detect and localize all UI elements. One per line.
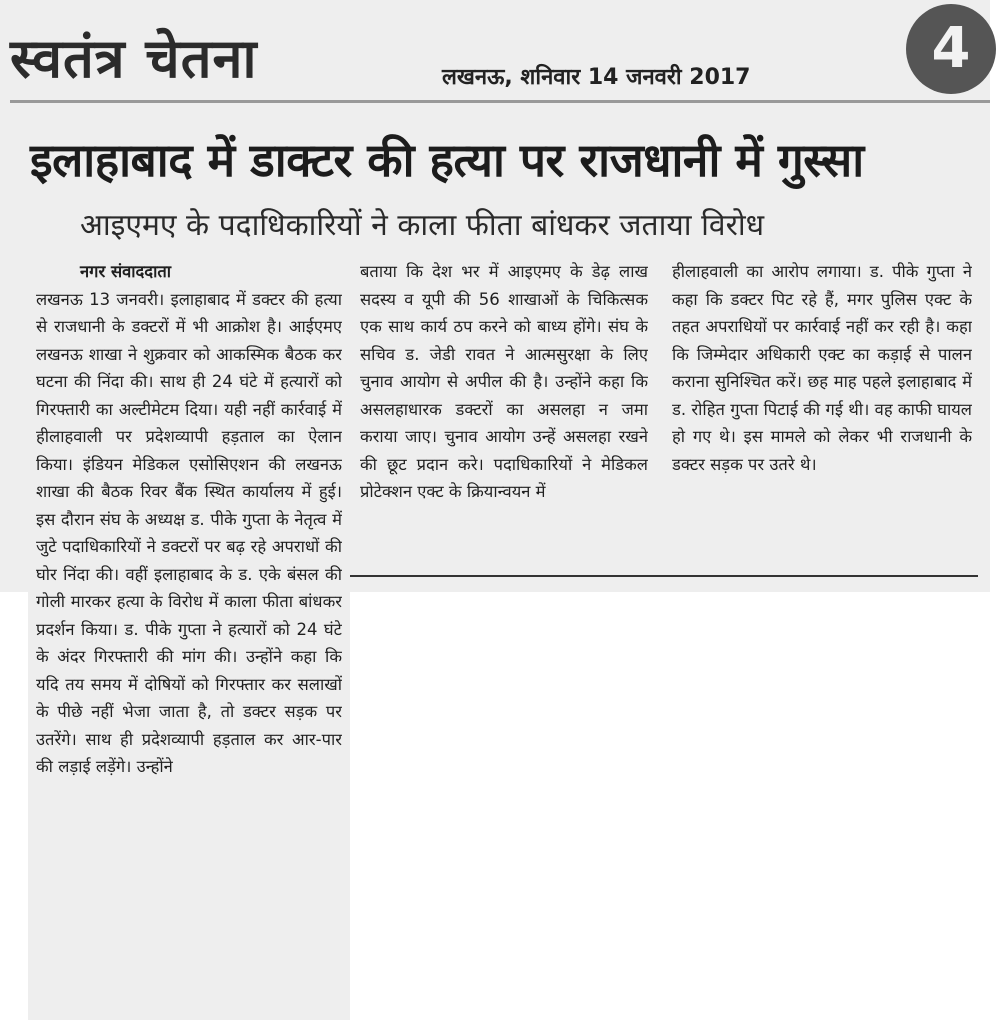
masthead-divider (10, 100, 990, 103)
byline: नगर संवाददाता (80, 262, 172, 281)
article-column-2 (360, 258, 648, 572)
column-2-text: बताया कि देश भर में आइएमए के डेढ़ लाख सदस्य व यूपी की 56 शाखाओं के चिकित्सक एक साथ कार्य ठप करने को बाध्य होंगे। संघ के सचिव ड. जेडी रावत ने आत्मसुरक्षा के लिए चुनाव आयोग से अपील की है। उन्होंने कहा कि असलहाधारक डक्टरों का असलहा न जमा कराया जाए। चुनाव आयोग उन्हें असलहा रखने की छूट प्रदान करे। पदाधिकारियों ने मेडिकल प्रोटेक्शन एक्ट के क्रियान्वयन में (360, 262, 648, 501)
article-column-3 (672, 258, 972, 572)
article-bottom-rule (350, 575, 978, 577)
article-subheadline: आइएमए के पदाधिकारियों ने काला फीता बांधकर जताया विरोध (80, 208, 765, 243)
column-3-text: हीलाहवाली का आरोप लगाया। ड. पीके गुप्ता ने कहा कि डक्टर पिट रहे हैं, मगर पुलिस एक्ट के तहत अपराधियों पर कार्रवाई नहीं कर रही है। कहा कि जिम्मेदार अधिकारी एक्ट का कड़ाई से पालन कराना सुनिश्चित करें। छह माह पहले इलाहाबाद में ड. रोहित गुप्ता पिटाई की गई थी। वह काफी घायल हो गए थे। इस मामले को लेकर भी राजधानी के डक्टर सड़क पर उतरे थे। (672, 262, 972, 474)
column-1-text: लखनऊ 13 जनवरी। इलाहाबाद में डक्टर की हत्या से राजधानी के डक्टरों में भी आक्रोश है। आईएमए लखनऊ शाखा ने शुक्रवार को आकस्मिक बैठक कर घटना की निंदा की। साथ ही 24 घंटे में हत्यारों को गिरफ्तारी का अल्टीमेटम दिया। यही नहीं कार्रवाई में हीलाहवाली पर प्रदेशव्यापी हड़ताल का ऐलान किया। इंडियन मेडिकल एसोसिएशन की लखनऊ शाखा की बैठक रिवर बैंक स्थित कार्यालय में हुई। इस दौरान संघ के अध्यक्ष ड. पीके गुप्ता के नेतृत्व में जुटे पदाधिकारियों ने डक्टरों पर बढ़ रहे अपराधों की घोर निंदा की। वहीं इलाहाबाद के ड. एके बंसल की गोली मारकर हत्या के विरोध में काला फीता बांधकर प्रदर्शन किया। ड. पीके गुप्ता ने हत्यारों को 24 घंटे के अंदर गिरफ्तारी की मांग की। उन्होंने कहा कि यदि तय समय में दोषियों को गिरफ्तार कर सलाखों के पीछे नहीं भेजा जाता है, तो डक्टर सड़क पर उतरेंगे। साथ ही प्रदेशव्यापी हड़ताल कर आर-पार की लड़ाई लड़ेंगे। उन्होंने (36, 289, 342, 776)
article-column-1 (36, 258, 342, 1016)
article-headline: इलाहाबाद में डाक्टर की हत्या पर राजधानी में गुस्सा (30, 133, 864, 187)
dateline: लखनऊ, शनिवार 14 जनवरी 2017 (442, 65, 751, 90)
newspaper-masthead: स्वतंत्र चेतना (10, 26, 258, 90)
page-number-badge: 4 (906, 4, 996, 94)
